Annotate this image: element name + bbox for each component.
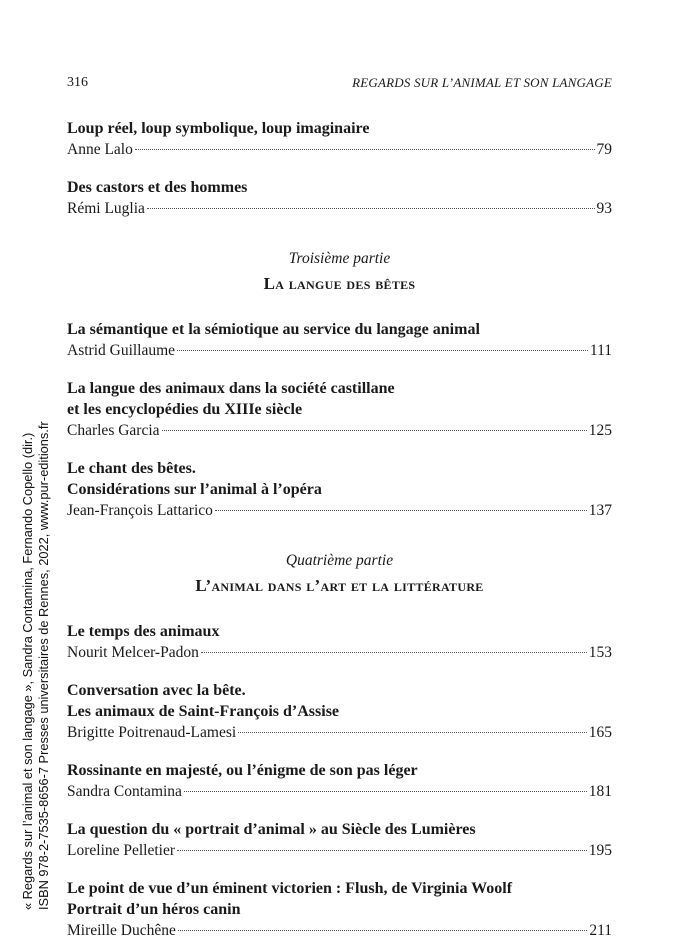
toc-entry-title: Considérations sur l’animal à l’opéra	[67, 481, 322, 498]
toc-entry-author: Mireille Duchêne	[67, 922, 176, 939]
toc-entry-title: Le chant des bêtes.	[67, 460, 196, 477]
toc-entry-title: La question du « portrait d’animal » au Siècle des Lumières	[67, 821, 476, 838]
toc-entry	[67, 621, 612, 663]
dot-leader	[177, 350, 588, 351]
toc-entry	[67, 760, 612, 802]
toc-entry-page: 165	[588, 724, 612, 741]
toc-author-line	[67, 500, 612, 521]
toc-entry-page: 111	[589, 342, 612, 359]
toc-entry-title: Loup réel, loup symbolique, loup imaginaire	[67, 120, 370, 137]
dot-leader	[162, 430, 587, 431]
side-note-line: ISBN 978-2-7535-8656-7 Presses universitaires de Rennes, 2022, www.pur-editions.fr	[36, 421, 51, 910]
toc-entry-author: Rémi Luglia	[67, 200, 145, 217]
toc-entry-title: Le point de vue d’un éminent victorien : Flush, de Virginia Woolf	[67, 880, 513, 897]
page-number: 316	[67, 75, 88, 90]
toc-entry	[67, 458, 612, 521]
toc-entry-title: Le temps des animaux	[67, 623, 220, 640]
toc-group-part3	[67, 319, 612, 521]
toc-entry-page: 93	[596, 200, 612, 217]
toc-author-line	[67, 420, 612, 441]
toc-entry-page: 181	[588, 783, 612, 800]
toc-entry	[67, 177, 612, 219]
toc-entry-page: 137	[588, 502, 612, 519]
toc-author-line	[67, 722, 612, 743]
toc-author-line	[67, 642, 612, 663]
part-label: Quatrième partie	[285, 552, 394, 569]
dot-leader	[184, 791, 587, 792]
running-head: REGARDS SUR L’ANIMAL ET SON LANGAGE	[352, 75, 612, 90]
toc-entry	[67, 878, 612, 941]
toc-entry-page: 79	[596, 141, 612, 158]
toc-author-line	[67, 920, 612, 941]
toc-entry-author: Anne Lalo	[67, 141, 133, 158]
toc-entry	[67, 378, 612, 441]
toc-entry-title: Les animaux de Saint-François d’Assise	[67, 703, 340, 720]
part-title: L’animal dans l’art et la littérature	[195, 576, 484, 595]
toc-group-part2-end	[67, 118, 612, 219]
toc-entry	[67, 118, 612, 160]
toc-entry-author: Brigitte Poitrenaud-Lamesi	[67, 724, 237, 741]
toc-entry-page: 125	[588, 422, 612, 439]
toc-entry	[67, 319, 612, 361]
toc-entry-title: et les encyclopédies du XIIIe siècle	[67, 401, 303, 418]
toc-entry-author: Astrid Guillaume	[67, 342, 176, 359]
dot-leader	[238, 732, 587, 733]
part-title: La langue des bêtes	[263, 274, 416, 293]
toc-entry-author: Charles Garcia	[67, 422, 160, 439]
toc-entry-author: Loreline Pelletier	[67, 842, 176, 859]
toc-entry-title: Rossinante en majesté, ou l’énigme de son pas léger	[67, 762, 418, 779]
dot-leader	[135, 149, 595, 150]
toc-author-line	[67, 139, 612, 160]
toc-entry-title: La sémantique et la sémiotique au service du langage animal	[67, 321, 480, 338]
dot-leader	[178, 930, 587, 931]
dot-leader	[201, 652, 587, 653]
toc-entry-title: Conversation avec la bête.	[67, 682, 246, 699]
copyright-side-note	[20, 421, 52, 910]
toc-entry-page: 153	[588, 644, 612, 661]
part-heading-4	[67, 551, 612, 597]
table-of-contents	[67, 118, 612, 941]
dot-leader	[177, 850, 587, 851]
part-label: Troisième partie	[288, 250, 391, 267]
toc-author-line	[67, 198, 612, 219]
toc-entry	[67, 819, 612, 861]
toc-entry-page: 195	[588, 842, 612, 859]
dot-leader	[215, 510, 587, 511]
toc-entry	[67, 680, 612, 743]
toc-entry-page: 211	[589, 922, 612, 939]
toc-author-line	[67, 840, 612, 861]
toc-entry-author: Sandra Contamina	[67, 783, 182, 800]
toc-entry-author: Nourit Melcer-Padon	[67, 644, 199, 661]
toc-entry-author: Jean-François Lattarico	[67, 502, 213, 519]
toc-author-line	[67, 781, 612, 802]
toc-entry-title: La langue des animaux dans la société castillane	[67, 380, 395, 397]
toc-author-line	[67, 340, 612, 361]
toc-entry-title: Portrait d’un héros canin	[67, 901, 241, 918]
side-note-line: « Regards sur l’animal et son langage », Sandra Contamina, Fernando Copello (dir.)	[20, 432, 35, 910]
dot-leader	[147, 208, 595, 209]
toc-entry-title: Des castors et des hommes	[67, 179, 248, 196]
toc-group-part4	[67, 621, 612, 941]
part-heading-3	[67, 249, 612, 295]
